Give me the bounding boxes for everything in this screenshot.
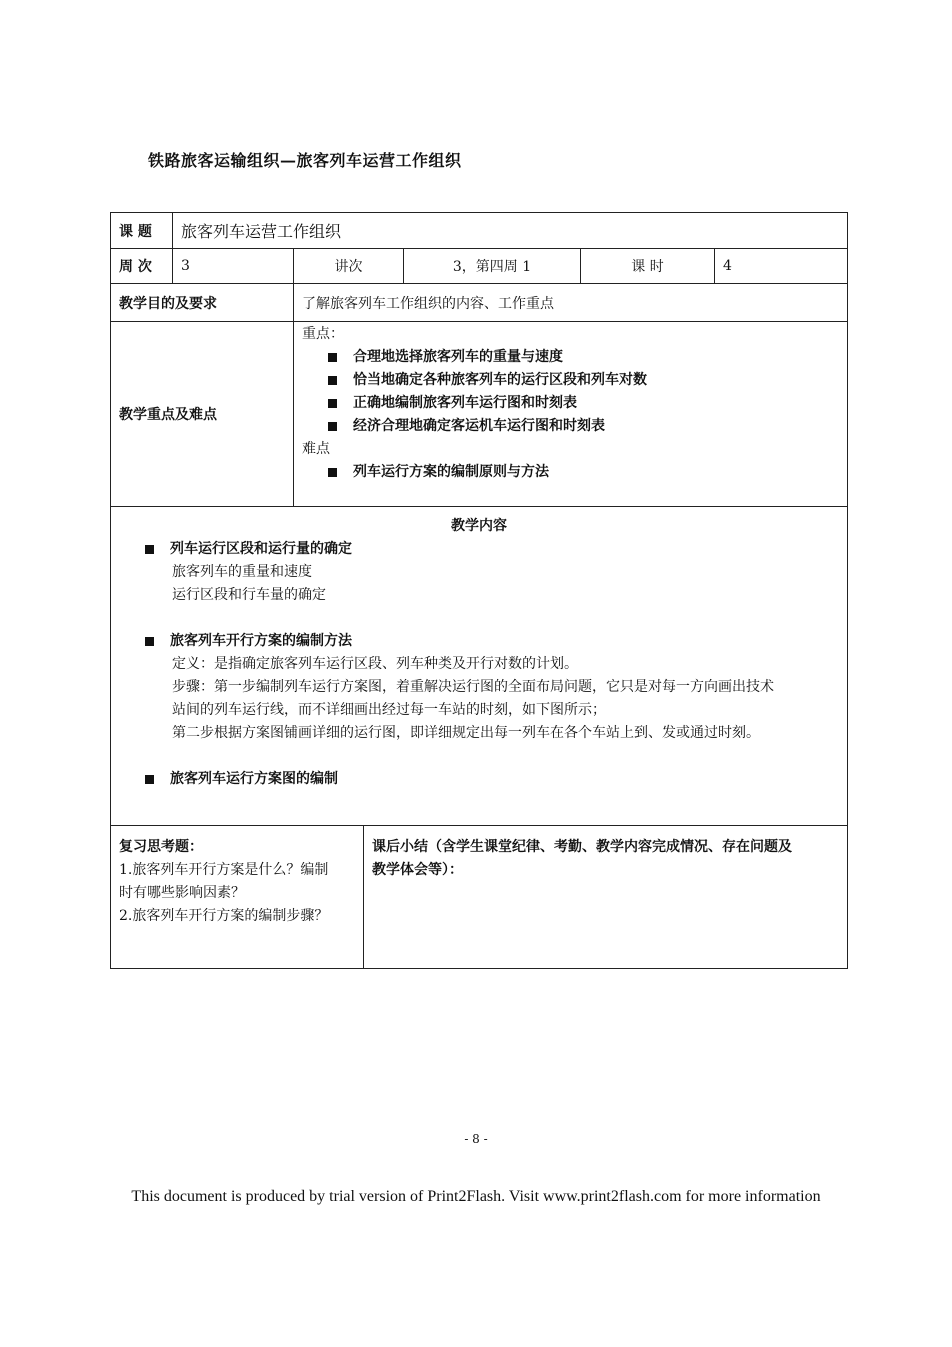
review-row xyxy=(111,826,847,968)
square-bullet-icon xyxy=(328,376,337,385)
square-bullet-icon xyxy=(328,399,337,408)
week-value: 3 xyxy=(173,249,294,283)
square-bullet-icon xyxy=(328,353,337,362)
week-label: 周 次 xyxy=(111,249,173,283)
key-item: 恰当地确定各种旅客列车的运行区段和列车对数 xyxy=(302,369,839,392)
content-row xyxy=(111,507,847,826)
key-item: 正确地编制旅客列车运行图和时刻表 xyxy=(302,392,839,415)
document-title: 铁路旅客运输组织—旅客列车运营工作组织 xyxy=(148,151,462,170)
square-bullet-icon xyxy=(328,422,337,431)
goal-row xyxy=(111,284,847,322)
lecture-value: 3，第四周 1 xyxy=(404,249,581,283)
goal-label: 教学目的及要求 xyxy=(111,284,294,321)
square-bullet-icon xyxy=(145,775,154,784)
review-line: 2.旅客列车开行方案的编制步骤？ xyxy=(119,908,329,924)
key-heading: 重点： xyxy=(302,326,344,342)
square-bullet-icon xyxy=(145,637,154,646)
section-line: 运行区段和行车量的确定 xyxy=(172,587,326,603)
review-line: 1.旅客列车开行方案是什么？编制 xyxy=(119,862,329,878)
difficult-heading: 难点 xyxy=(302,441,330,457)
section-title: 旅客列车运行方案图的编制 xyxy=(145,768,839,791)
hours-label: 课 时 xyxy=(581,249,715,283)
section-line: 定义：是指确定旅客列车运行区段、列车种类及开行对数的计划。 xyxy=(172,656,578,672)
schedule-row xyxy=(111,249,847,284)
section-line: 站间的列车运行线，而不详细画出经过每一车站的时刻，如下图所示； xyxy=(172,702,606,718)
keypoints-content xyxy=(294,322,847,506)
summary-line: 课后小结（含学生课堂纪律、考勤、教学内容完成情况、存在问题及 xyxy=(372,839,792,855)
teaching-content xyxy=(111,507,847,825)
trial-notice: This document is produced by trial version of Print2Flash. Visit www.print2flash.com for more information xyxy=(131,1188,821,1205)
section-line: 第二步根据方案图铺画详细的运行图，即详细规定出每一列车在各个车站上到、发或通过时刻。 xyxy=(172,725,760,741)
section-title: 列车运行区段和运行量的确定 xyxy=(145,538,839,561)
lesson-summary xyxy=(364,826,847,968)
content-heading: 教学内容 xyxy=(451,518,507,534)
keypoints-row xyxy=(111,322,847,507)
square-bullet-icon xyxy=(145,545,154,554)
lesson-plan-table xyxy=(110,212,848,969)
review-line: 时有哪些影响因素？ xyxy=(119,885,245,901)
key-item: 经济合理地确定客运机车运行图和时刻表 xyxy=(302,415,839,438)
hours-value: 4 xyxy=(723,258,732,274)
topic-label: 课 题 xyxy=(111,213,173,248)
difficult-item: 列车运行方案的编制原则与方法 xyxy=(302,461,839,484)
topic-value: 旅客列车运营工作组织 xyxy=(181,222,342,241)
review-heading: 复习思考题： xyxy=(119,839,203,855)
topic-row xyxy=(111,213,847,249)
page-number: - 8 - xyxy=(464,1132,488,1146)
summary-line: 教学体会等）： xyxy=(372,862,463,878)
section-title: 旅客列车开行方案的编制方法 xyxy=(145,630,839,653)
section-line: 旅客列车的重量和速度 xyxy=(172,564,312,580)
review-questions xyxy=(111,826,364,968)
lecture-label: 讲次 xyxy=(294,249,404,283)
goal-value: 了解旅客列车工作组织的内容、工作重点 xyxy=(302,295,554,312)
keypoints-label: 教学重点及难点 xyxy=(111,322,294,506)
square-bullet-icon xyxy=(328,468,337,477)
key-item: 合理地选择旅客列车的重量与速度 xyxy=(302,346,839,369)
section-line: 步骤：第一步编制列车运行方案图，着重解决运行图的全面布局问题，它只是对每一方向画出技术 xyxy=(172,679,774,695)
